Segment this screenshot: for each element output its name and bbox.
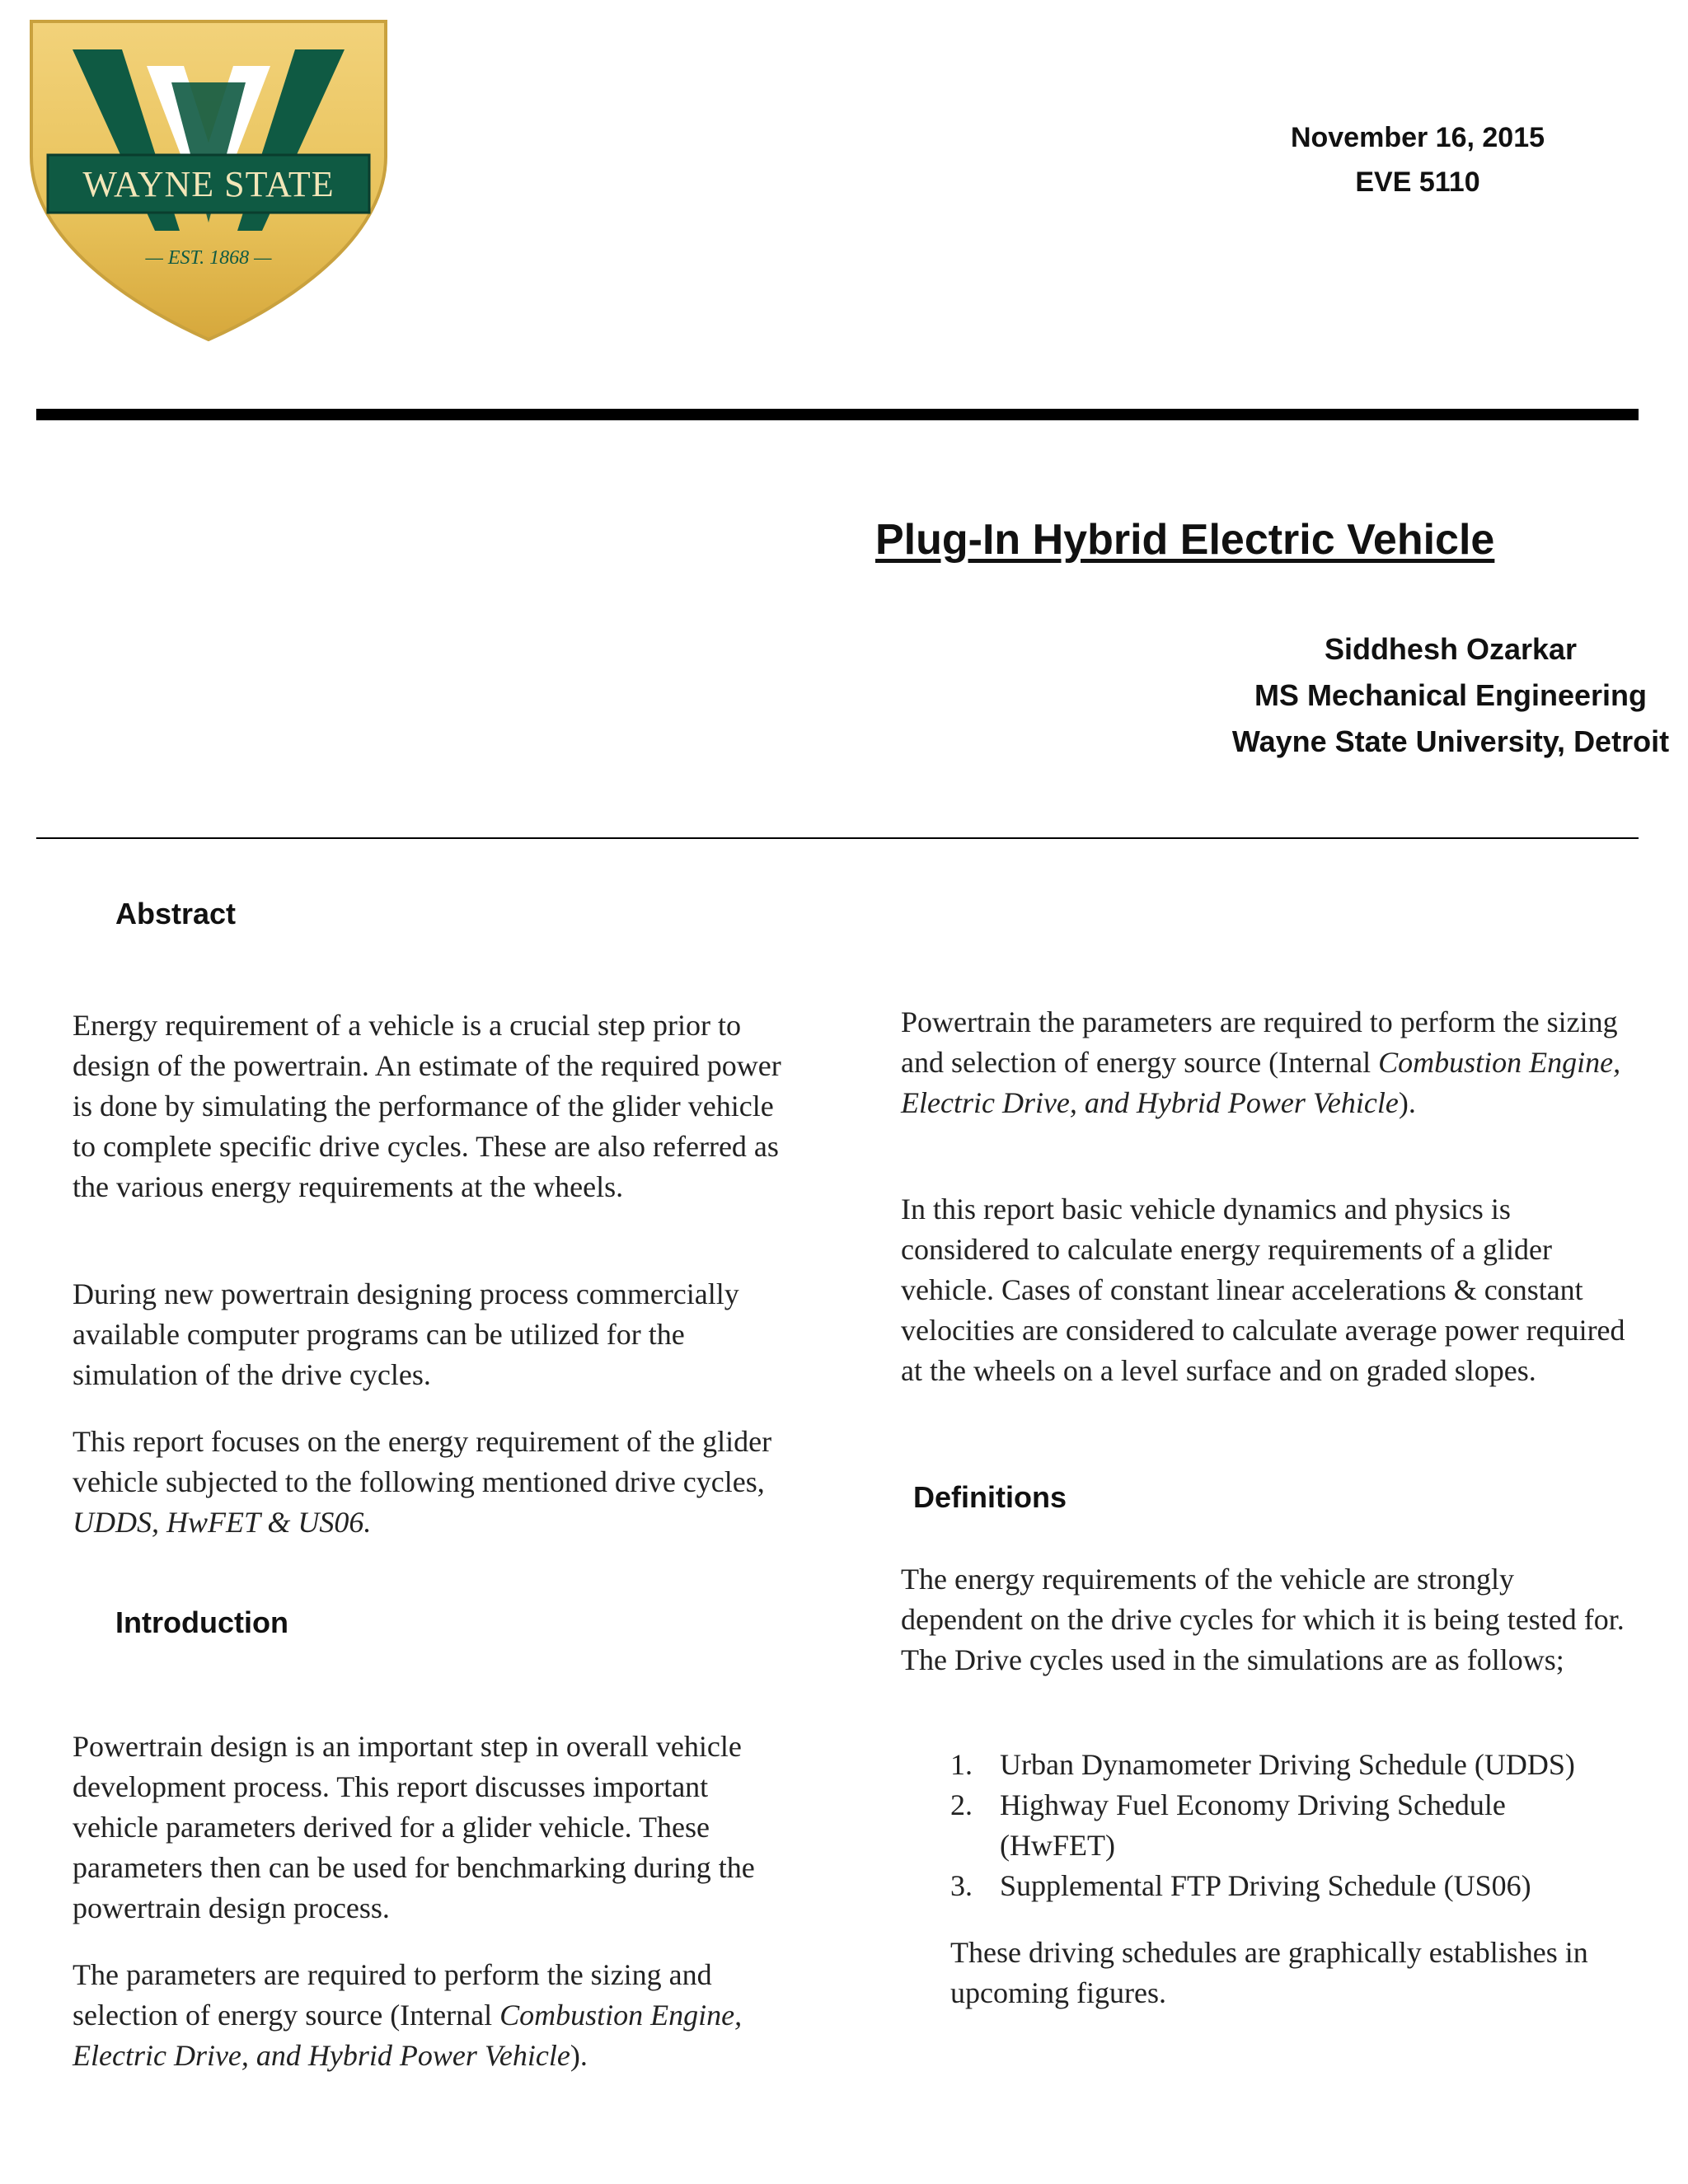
introduction-heading: Introduction xyxy=(115,1605,288,1639)
abstract-paragraph-3: This report focuses on the energy requirement of the glider vehicle subjected to the following mentioned drive cycles, UDDS, HwFET & US06. xyxy=(73,1425,772,1539)
author-name: Siddhesh Ozarkar xyxy=(1324,632,1578,666)
document-title: Plug-In Hybrid Electric Vehicle xyxy=(875,516,1495,564)
author-block xyxy=(1203,626,1688,765)
abstract-heading: Abstract xyxy=(115,897,237,930)
author-program: MS Mechanical Engineering xyxy=(1254,678,1648,712)
schedules-paragraph: These driving schedules are graphically establishes in upcoming figures. xyxy=(950,1936,1588,2009)
powertrain-paragraph: Powertrain the parameters are required to perform the sizing and selection of energy source (Internal Combustion Engine, Electric Drive, and Hybrid Power Vehicle). xyxy=(901,1005,1621,1119)
abstract-paragraph-2: During new powertrain designing process commercially available computer programs can be utilized for the simulation of the drive cycles. xyxy=(73,1277,739,1391)
list-item: 1. Urban Dynamometer Driving Schedule (UDDS) xyxy=(950,1748,1575,1781)
list-item: 3. Supplemental FTP Driving Schedule (US06) xyxy=(950,1869,1531,1902)
introduction-paragraph-1: Powertrain design is an important step in overall vehicle development process. This report discusses important vehicle parameters derived for a glider vehicle. These parameters then can be used for benchmarking during the powertrain design process. xyxy=(73,1730,755,1924)
definitions-heading: Definitions xyxy=(913,1480,1067,1514)
abstract-paragraph-1: Energy requirement of a vehicle is a crucial step prior to design of the powertrain. An estimate of the required power is done by simulating the performance of the glider vehicle to complete specific drive cycles. These are also referred as the various energy requirements at the wheels. xyxy=(73,1009,781,1203)
logo-text: WAYNE STATE xyxy=(82,164,335,204)
wayne-state-logo xyxy=(23,16,394,346)
dynamics-paragraph: In this report basic vehicle dynamics and physics is considered to calculate energy requirements of a glider vehicle. Cases of constant linear accelerations & constant velocities are considered to calculate average power required at the wheels on a level surface and on graded slopes. xyxy=(901,1193,1625,1387)
drive-cycle-list xyxy=(950,1745,1610,1906)
report-date: November 16, 2015 xyxy=(1290,122,1545,153)
course-code: EVE 5110 xyxy=(1355,166,1480,198)
header-divider xyxy=(36,409,1639,420)
introduction-paragraph-2: The parameters are required to perform the sizing and selection of energy source (Internal Combustion Engine, Electric Drive, and Hybrid Power Vehicle). xyxy=(73,1958,743,2072)
definitions-paragraph: The energy requirements of the vehicle are strongly dependent on the drive cycles for which it is being tested for. The Drive cycles used in the simulations are as follows; xyxy=(901,1563,1625,1676)
list-item: 2. Highway Fuel Economy Driving Schedule (HwFET) xyxy=(950,1788,1506,1862)
logo-est: — EST. 1868 — xyxy=(145,247,272,269)
section-divider xyxy=(36,837,1639,839)
author-university: Wayne State University, Detroit xyxy=(1231,724,1670,758)
